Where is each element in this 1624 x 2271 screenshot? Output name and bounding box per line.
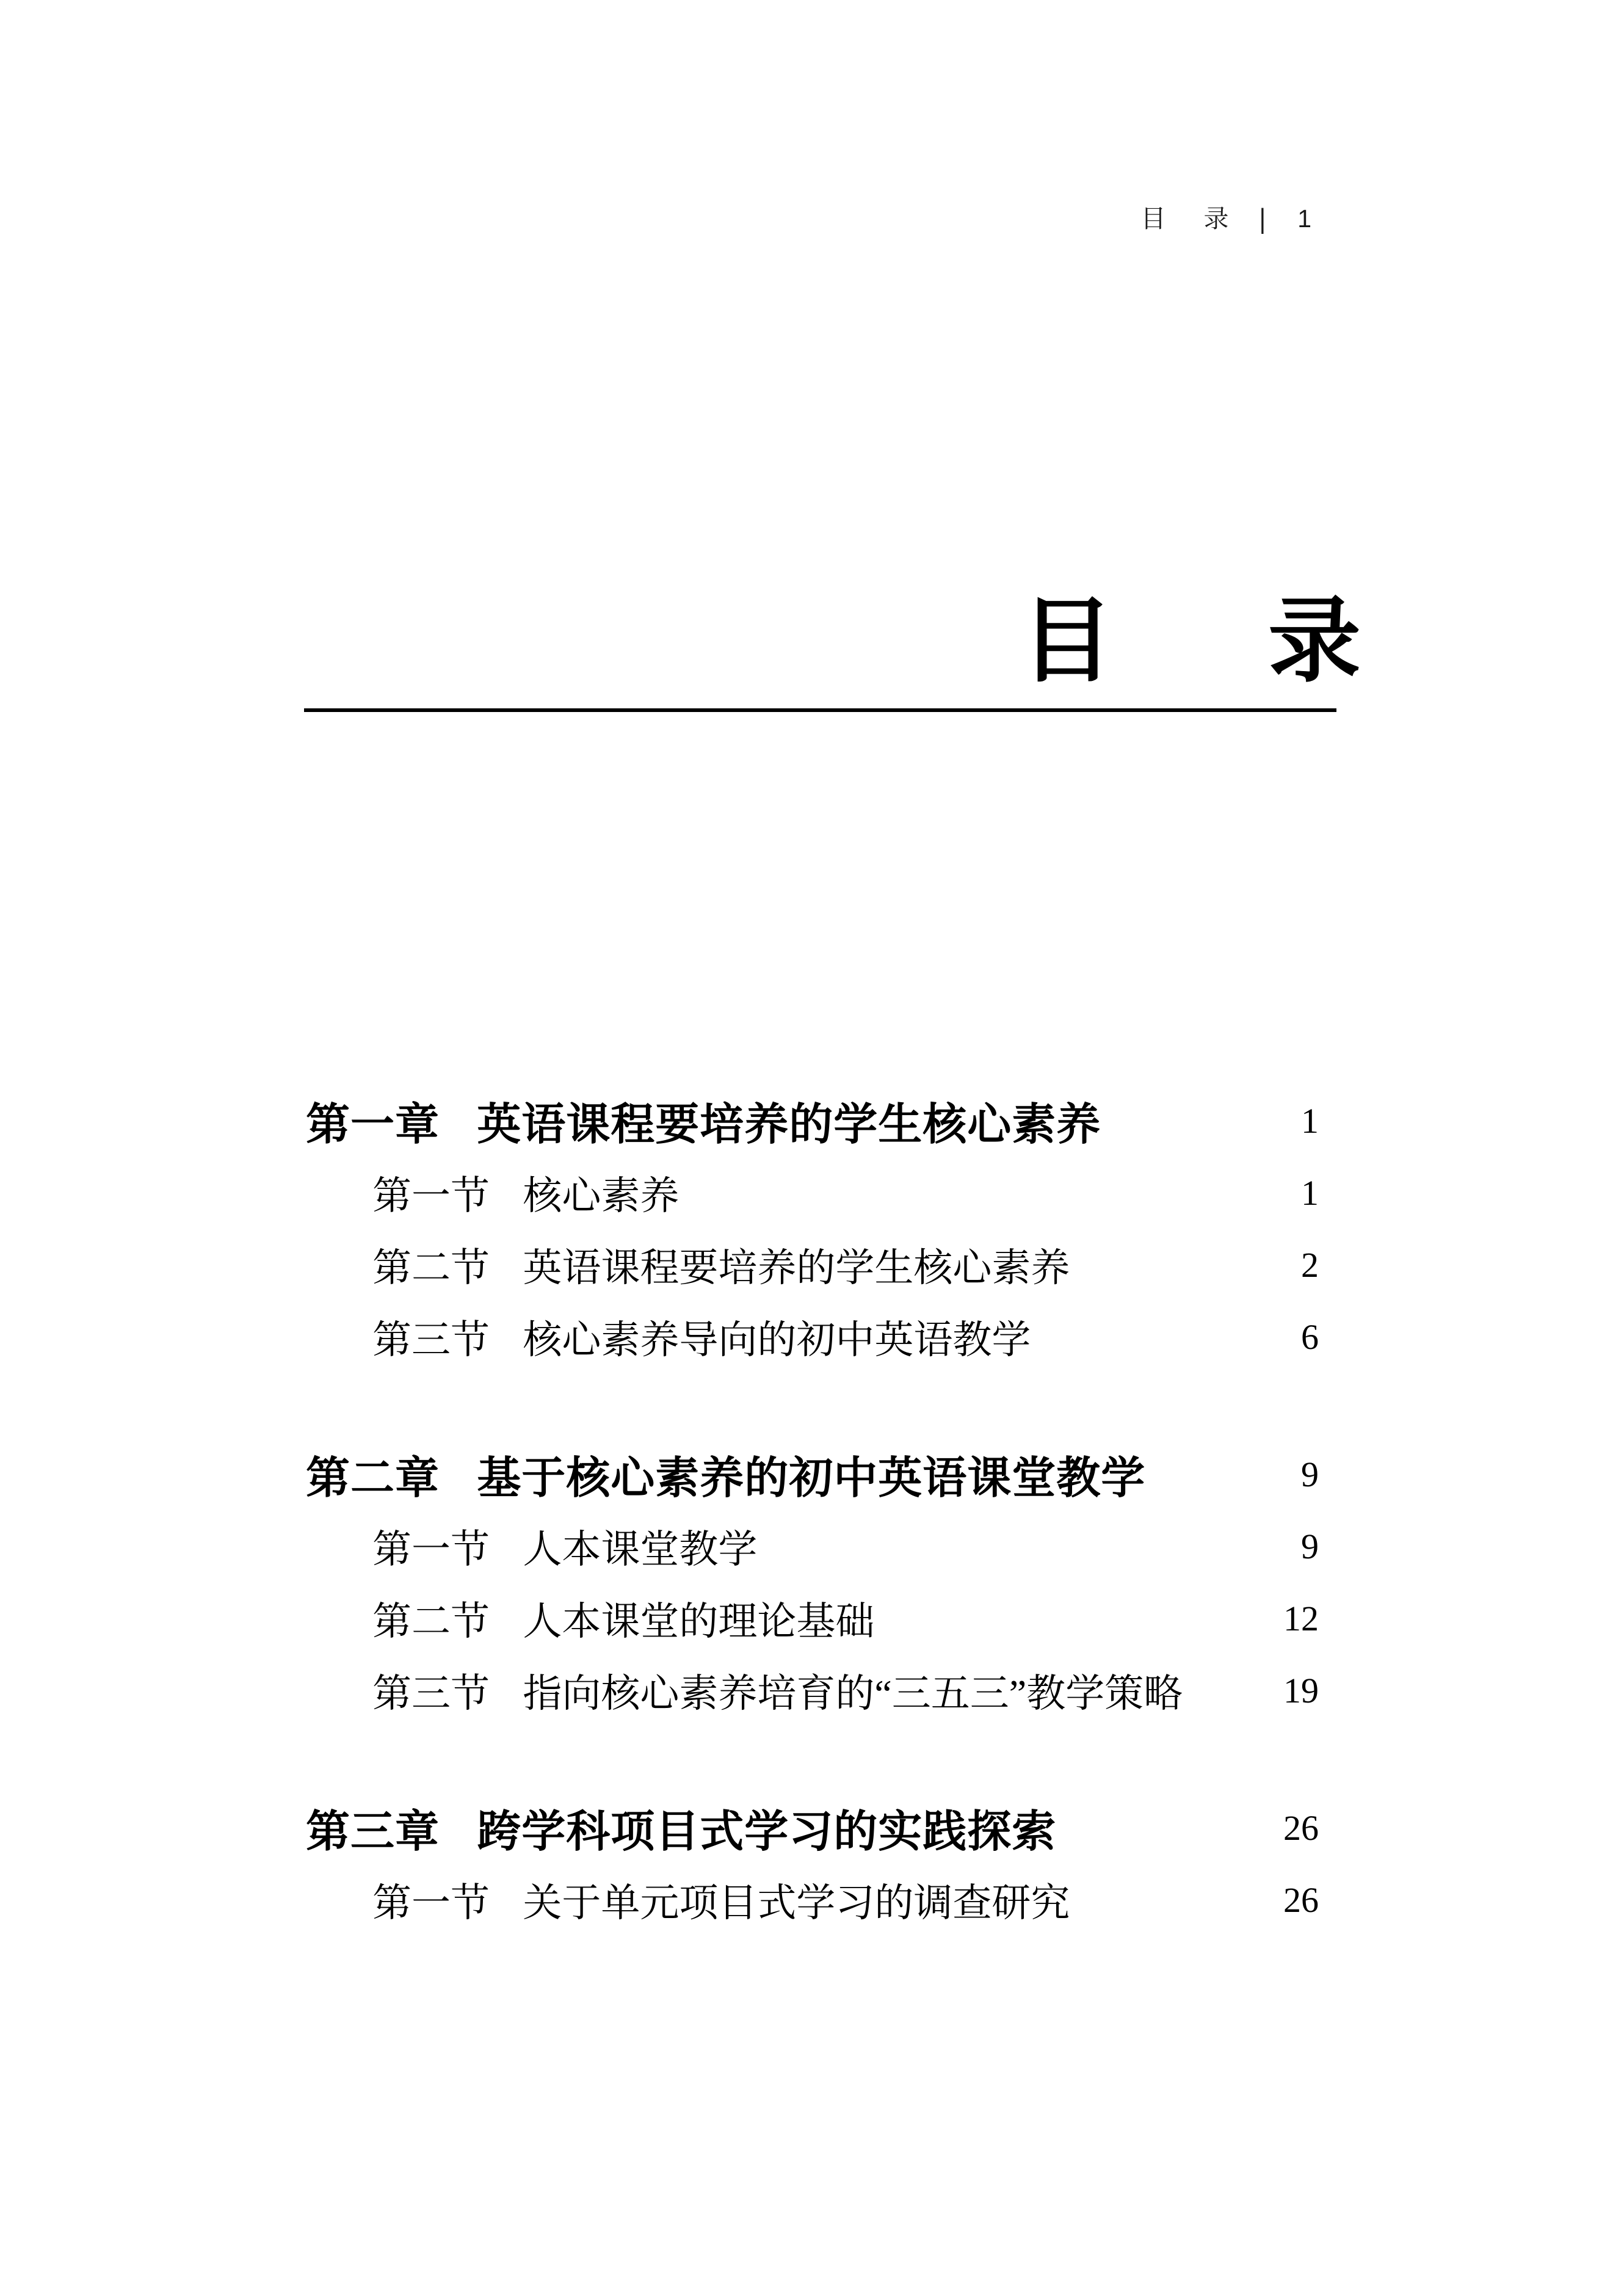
section-page-number: 2 [1301,1245,1319,1285]
section-page-number: 12 [1283,1598,1319,1638]
section-title: 人本课堂教学 [523,1528,758,1571]
section-number: 第三节 [372,1318,490,1362]
toc-chapter-row [306,1792,1319,1864]
running-header-page-number: 1 [1297,205,1311,233]
section-number: 第一节 [372,1528,490,1571]
toc-section-row [306,1229,1319,1301]
section-title: 核心素养导向的初中英语教学 [523,1318,1031,1362]
section-number: 第三节 [372,1672,490,1715]
toc-list [306,1085,1319,1936]
section-title: 关于单元项目式学习的调查研究 [523,1881,1070,1925]
chapter-title: 跨学科项目式学习的实践探索 [477,1808,1057,1856]
toc-section-row [306,1301,1319,1373]
section-page-number: 6 [1301,1317,1319,1357]
section-page-number: 26 [1283,1880,1319,1920]
toc-section-row [306,1864,1319,1936]
toc-section-row [306,1157,1319,1229]
running-header [1140,203,1311,234]
section-page-number: 19 [1283,1670,1319,1710]
page-title [1021,591,1361,693]
section-number: 第一节 [372,1174,490,1218]
section-number: 第二节 [372,1600,490,1643]
section-title: 人本课堂的理论基础 [523,1600,875,1643]
chapter-page-number: 26 [1283,1808,1319,1848]
chapter-number: 第一章 [306,1100,440,1149]
running-header-word-char2: 录 [1203,205,1229,233]
toc-section-row [306,1654,1319,1726]
chapter-number: 第二章 [306,1454,440,1503]
section-title: 指向核心素养培育的“三五三”教学策略 [523,1672,1183,1715]
toc-section-row [306,1582,1319,1654]
chapter-title: 基于核心素养的初中英语课堂教学 [477,1454,1146,1503]
chapter-page-number: 9 [1301,1454,1319,1494]
toc-section-row [306,1510,1319,1582]
page-title-char1: 目 [1021,590,1114,693]
chapter-number: 第三章 [306,1808,440,1856]
section-number: 第二节 [372,1246,490,1290]
running-header-word-char1: 目 [1140,205,1166,233]
toc-chapter-row [306,1438,1319,1510]
section-title: 核心素养 [523,1174,680,1218]
section-page-number: 1 [1301,1172,1319,1213]
title-divider-rule [304,708,1336,712]
chapter-page-number: 1 [1301,1100,1319,1141]
section-page-number: 9 [1301,1526,1319,1566]
section-number: 第一节 [372,1881,490,1925]
toc-chapter-row [306,1085,1319,1157]
chapter-title: 英语课程要培养的学生核心素养 [477,1100,1101,1149]
page-title-char2: 录 [1268,590,1361,693]
running-header-separator-bar: | [1259,203,1266,234]
section-title: 英语课程要培养的学生核心素养 [523,1246,1070,1290]
